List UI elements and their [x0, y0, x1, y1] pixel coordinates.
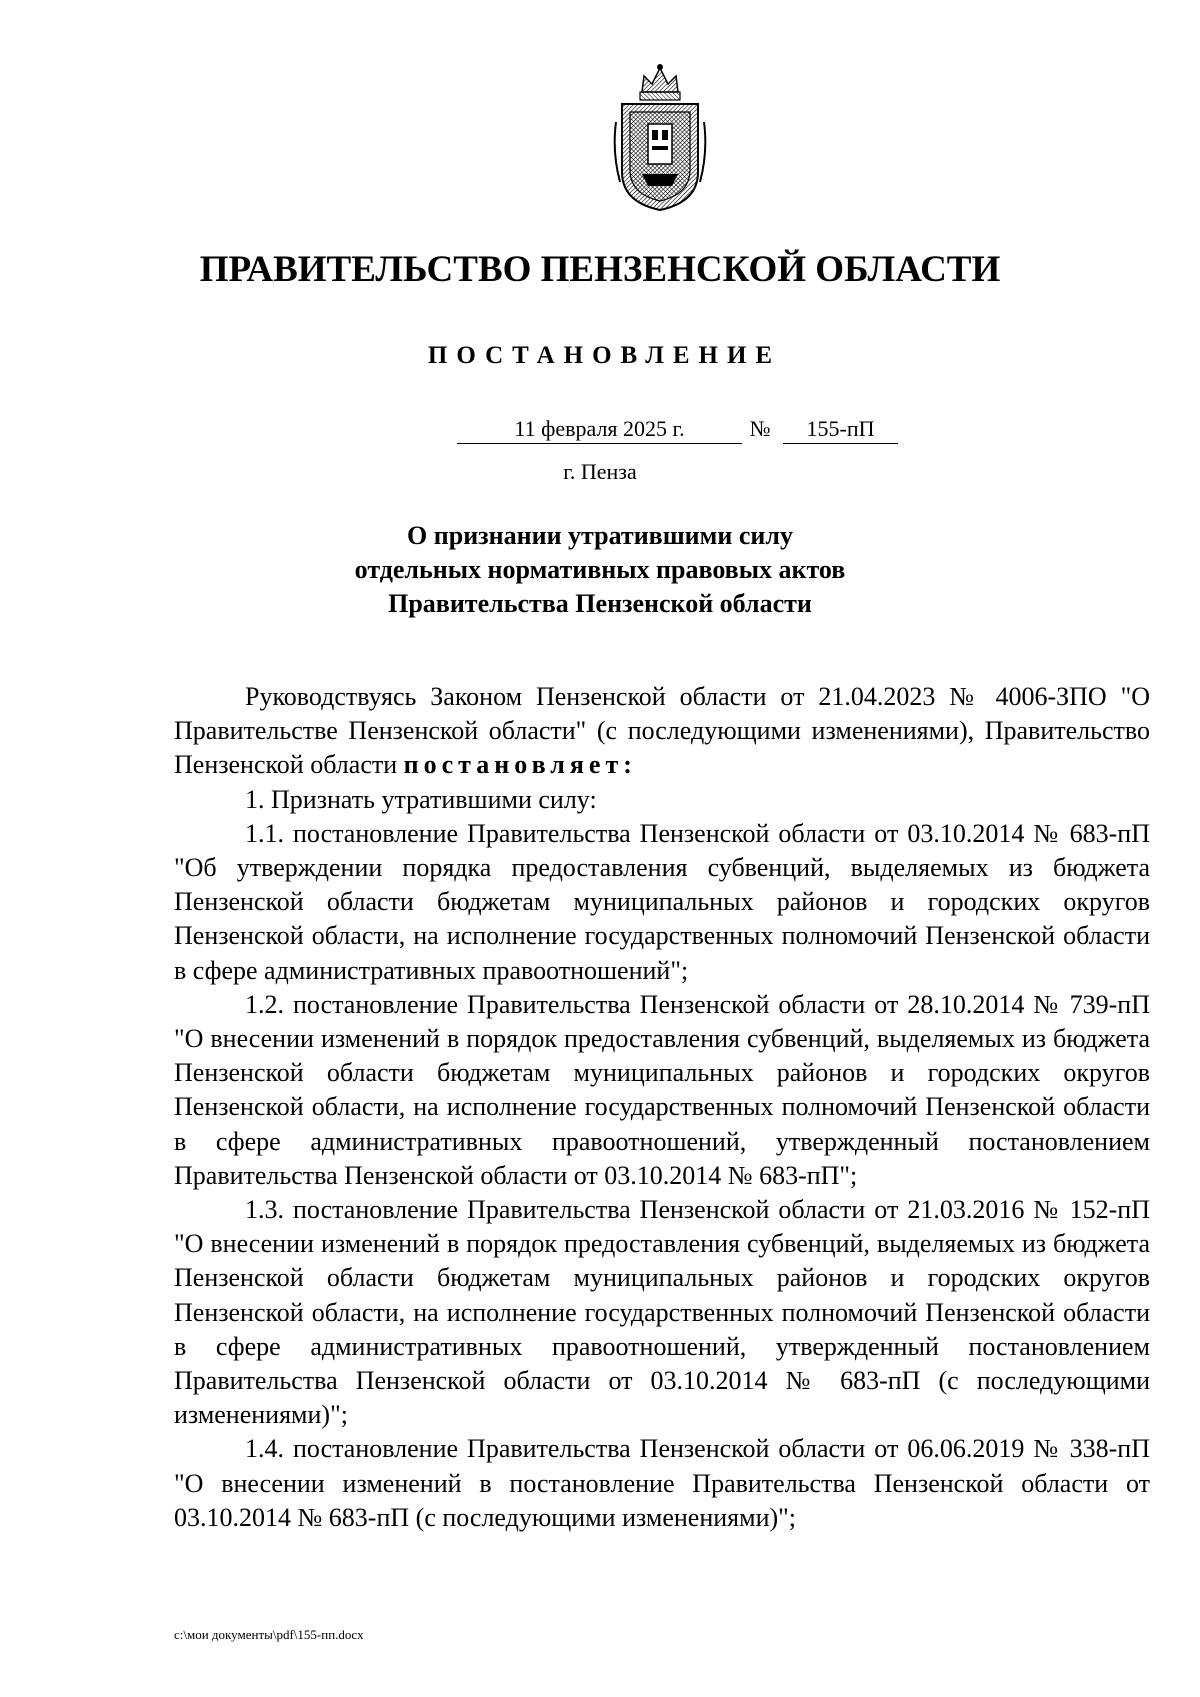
number-sign: № [749, 416, 771, 441]
document-number: 155-пП [783, 415, 898, 444]
item-1-4-paragraph: 1.4. постановление Правительства Пензенской области от 06.06.2019 № 338-пП "О внесении изменений в постановление Правительства Пензенской области от 03.10.2014 № 683-пП (с последующими изменениями)"; [174, 1434, 1150, 1532]
subject-line: О признании утратившими силу [407, 521, 793, 550]
item-1-2-paragraph: 1.2. постановление Правительства Пензенской области от 28.10.2014 № 739-пП "О внесении изменений в порядок предоставления субвенций, выделяемых из бюджета Пензенской области бюджетам муниципальных районов и городских округов Пензенской области, на исполнение государственных полномочий Пензенской области в сфере административных правоотношений, утвержденный постановлением Правительства Пензенской области от 03.10.2014 № 683-пП"; [174, 989, 1150, 1190]
footer-file-path: c:\мои документы\pdf\155-пп.docx [174, 1627, 364, 1642]
document-date: 11 февраля 2025 г. [457, 415, 742, 444]
city-name: г. Пенза [563, 459, 637, 484]
item-1-3-paragraph: 1.3. постановление Правительства Пензенской области от 21.03.2016 № 152-пП "О внесении изменений в порядок предоставления субвенций, выделяемых из бюджета Пензенской области бюджетам муниципальных районов и городских округов Пензенской области, на исполнение государственных полномочий Пензенской области в сфере административных правоотношений, утвержденный постановлением Правительства Пензенской области от 03.10.2014 № 683-пП (с последующими изменениями)"; [174, 1195, 1150, 1430]
item-1-1-paragraph: 1.1. постановление Правительства Пензенской области от 03.10.2014 № 683-пП "Об утверждении порядка предоставления субвенций, выделяемых из бюджета Пензенской области бюджетам муниципальных районов и городских округов Пензенской области, на исполнение государственных полномочий Пензенской области в сфере административных правоотношений"; [174, 818, 1150, 985]
subject-line: Правительства Пензенской области [388, 589, 812, 618]
preamble-paragraph [174, 680, 1150, 783]
subject-line: отдельных нормативных правовых актов [354, 555, 846, 584]
date-number-line [0, 415, 1200, 447]
item-1-paragraph: 1. Признать утратившими силу: [245, 784, 597, 814]
document-subject [0, 519, 1200, 621]
document-type-heading: ПОСТАНОВЛЕНИЕ [427, 342, 782, 369]
penza-region-coat-of-arms-icon [612, 62, 708, 212]
preamble-text: Руководствуясь Законом Пензенской области от 21.04.2023 № 4006-ЗПО "О Правительстве Пензенской области" (с последующими изменениями), Правительство Пензенской области [174, 682, 1150, 780]
document-body [174, 680, 1150, 1535]
decree-word: постановляет: [403, 750, 637, 780]
government-title: ПРАВИТЕЛЬСТВО ПЕНЗЕНСКОЙ ОБЛАСТИ [199, 249, 1001, 290]
